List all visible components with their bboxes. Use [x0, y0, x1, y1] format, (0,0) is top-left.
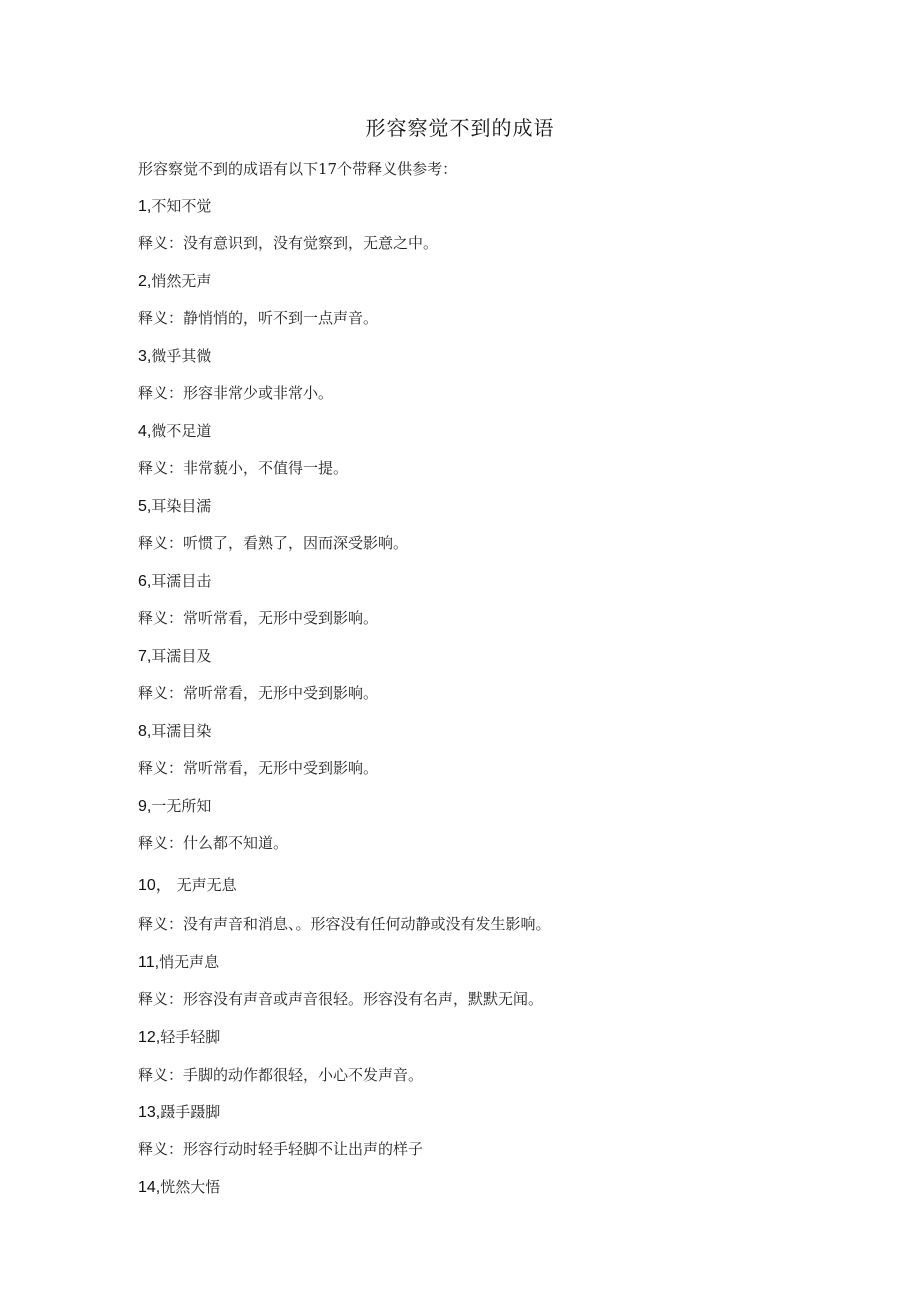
entry-idiom: 微不足道: [151, 422, 212, 440]
entry-idiom: 一无所知: [151, 797, 212, 815]
entry-meaning: 释义：形容行动时轻手轻脚不让出声的样子: [138, 1140, 424, 1158]
entry-number: 7,: [138, 648, 152, 665]
entry-idiom: 轻手轻脚: [160, 1028, 221, 1046]
entry-meaning: 释义：常听常看，无形中受到影响。: [138, 684, 379, 702]
entry-number: 5,: [138, 498, 152, 515]
entry-meaning: 释义：静悄悄的，听不到一点声音。: [138, 309, 379, 327]
entry-heading: [138, 795, 211, 818]
entry-heading: [138, 270, 211, 293]
entry-meaning: 释义：形容没有声音或声音很轻。形容没有名声，默默无闻。: [138, 990, 544, 1008]
entry-heading: [138, 420, 211, 443]
entry-meaning: 释义：常听常看，无形中受到影响。: [138, 609, 379, 627]
entry-heading: [138, 570, 211, 593]
entry-number: 6,: [138, 573, 152, 590]
intro-text: 形容察觉不到的成语有以下17个带释义供参考：: [138, 160, 458, 178]
entry-number: 12,: [138, 1029, 161, 1046]
entry-number: 2,: [138, 273, 152, 290]
entry-meaning: 释义：形容非常少或非常小。: [138, 384, 334, 402]
entry-meaning: 释义：常听常看，无形中受到影响。: [138, 759, 379, 777]
entry-meaning: 释义：手脚的动作都很轻，小心不发声音。: [138, 1066, 424, 1084]
entry-heading: [138, 195, 211, 218]
entry-number: 14,: [138, 1179, 161, 1196]
entry-number: 8,: [138, 723, 152, 740]
entry-idiom: 不知不觉: [151, 197, 212, 215]
entry-idiom: 恍然大悟: [160, 1178, 221, 1196]
entry-number: 9,: [138, 798, 152, 815]
document-title: 形容察觉不到的成语: [365, 116, 555, 140]
entry-heading: [138, 720, 211, 743]
entry-heading: [138, 1176, 220, 1199]
entry-heading: [138, 874, 237, 897]
entry-idiom: 耳濡目染: [151, 722, 212, 740]
entry-number: 11,: [138, 954, 160, 971]
entry-meaning: 释义：没有声音和消息、。形容没有任何动静或没有发生影响。: [138, 915, 551, 933]
entry-number: 4,: [138, 423, 152, 440]
entry-heading: [138, 951, 219, 974]
entry-idiom: 耳濡目及: [151, 647, 212, 665]
entry-idiom: 蹑手蹑脚: [160, 1103, 221, 1121]
entry-idiom: 无声无息: [171, 876, 237, 894]
entry-meaning: 释义：非常藐小，不值得一提。: [138, 459, 349, 477]
entry-number: 13,: [138, 1104, 161, 1121]
entry-meaning: 释义：听惯了，看熟了，因而深受影响。: [138, 534, 409, 552]
entry-heading: [138, 1026, 220, 1049]
entry-idiom: 耳染目濡: [151, 497, 212, 515]
entry-heading: [138, 495, 211, 518]
entry-number: 1,: [138, 198, 152, 215]
entry-meaning: 释义：没有意识到，没有觉察到，无意之中。: [138, 234, 439, 252]
entry-idiom: 悄然无声: [151, 272, 212, 290]
entry-idiom: 悄无声息: [159, 953, 220, 971]
entry-meaning: 释义：什么都不知道。: [138, 834, 289, 852]
entry-heading: [138, 345, 211, 368]
entry-idiom: 耳濡目击: [151, 572, 212, 590]
entry-number: 3,: [138, 348, 152, 365]
entry-heading: [138, 1101, 220, 1124]
entry-heading: [138, 645, 211, 668]
entry-idiom: 微乎其微: [151, 347, 212, 365]
entry-number: 10，: [138, 877, 172, 894]
